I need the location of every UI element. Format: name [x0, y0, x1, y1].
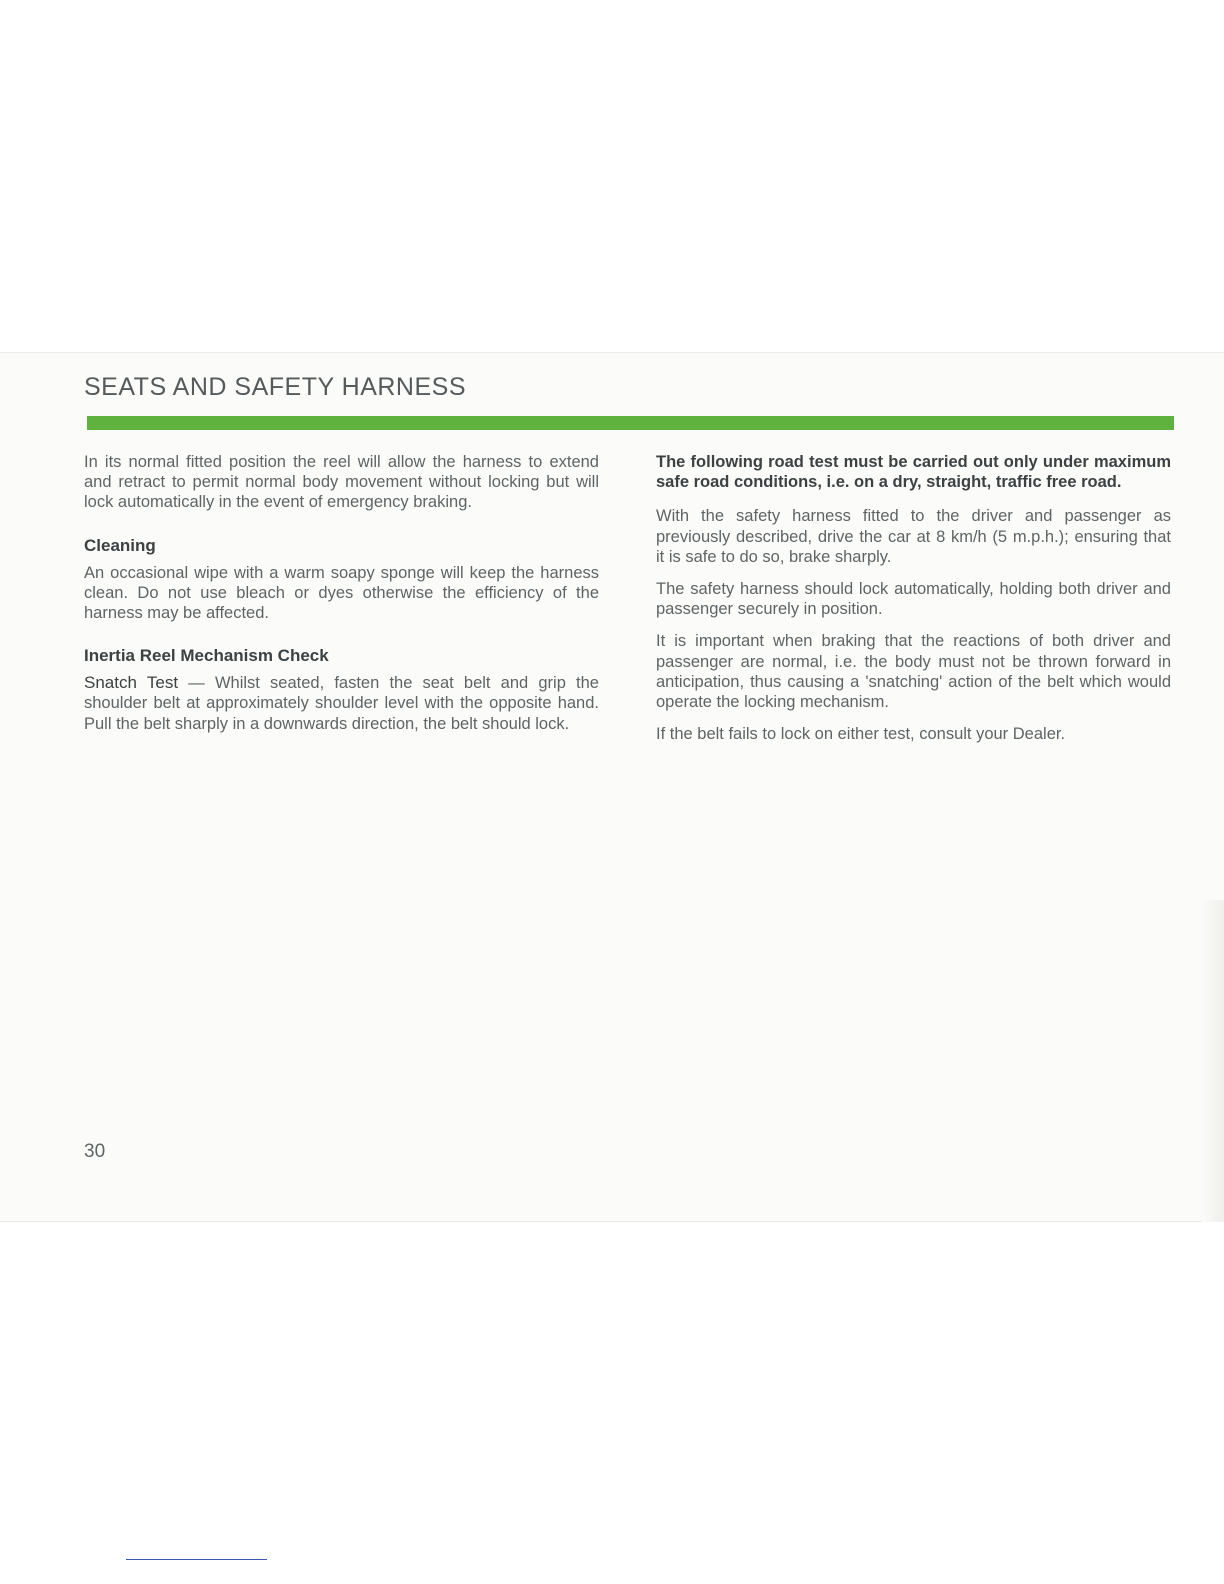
section-divider-bar	[87, 416, 1174, 430]
snatch-test-label: Snatch Test	[84, 673, 179, 693]
braking-reaction-note: It is important when braking that the reactions of both driver and passenger are normal, i.e. the body must not be thrown forward in anticipation, thus causing a 'snatching' action of the belt which would operate the locking mechanism.	[656, 632, 1171, 712]
left-column	[84, 452, 599, 746]
road-test-expected-result: The safety harness should lock automatically, holding both driver and passenger securely in position.	[656, 580, 1171, 619]
snatch-test-paragraph	[84, 673, 599, 734]
cleaning-heading: Cleaning	[84, 535, 156, 555]
right-column	[656, 452, 1171, 756]
page-edge-shadow	[1202, 900, 1224, 1222]
cleaning-paragraph: An occasional wipe with a warm soapy sponge will keep the harness clean. Do not use bleach or dyes otherwise the efficiency of the harness may be affected.	[84, 563, 599, 623]
page-title: SEATS AND SAFETY HARNESS	[84, 373, 467, 401]
page-number: 30	[84, 1141, 106, 1162]
intro-paragraph: In its normal fitted position the reel will allow the harness to extend and retract to permit normal body movement without locking but will lock automatically in the event of emergency braking.	[84, 453, 599, 512]
footnote-rule	[126, 1559, 267, 1560]
inertia-reel-heading: Inertia Reel Mechanism Check	[84, 646, 329, 666]
road-test-warning: The following road test must be carried out only under maximum safe road conditions, i.e. on a dry, straight, traffic free road.	[656, 453, 1171, 492]
road-test-procedure: With the safety harness fitted to the driver and passenger as previously described, drive the car at 8 km/h (5 m.p.h.); ensuring that it is safe to do so, brake sharply.	[656, 507, 1171, 566]
dealer-note: If the belt fails to lock on either test, consult your Dealer.	[656, 725, 1066, 744]
snatch-test-text: — Whilst seated, fasten the seat belt and grip the shoulder belt at approximately shoulder level with the opposite hand. Pull the belt sharply in a downwards direction, the belt should lock.	[84, 674, 599, 733]
